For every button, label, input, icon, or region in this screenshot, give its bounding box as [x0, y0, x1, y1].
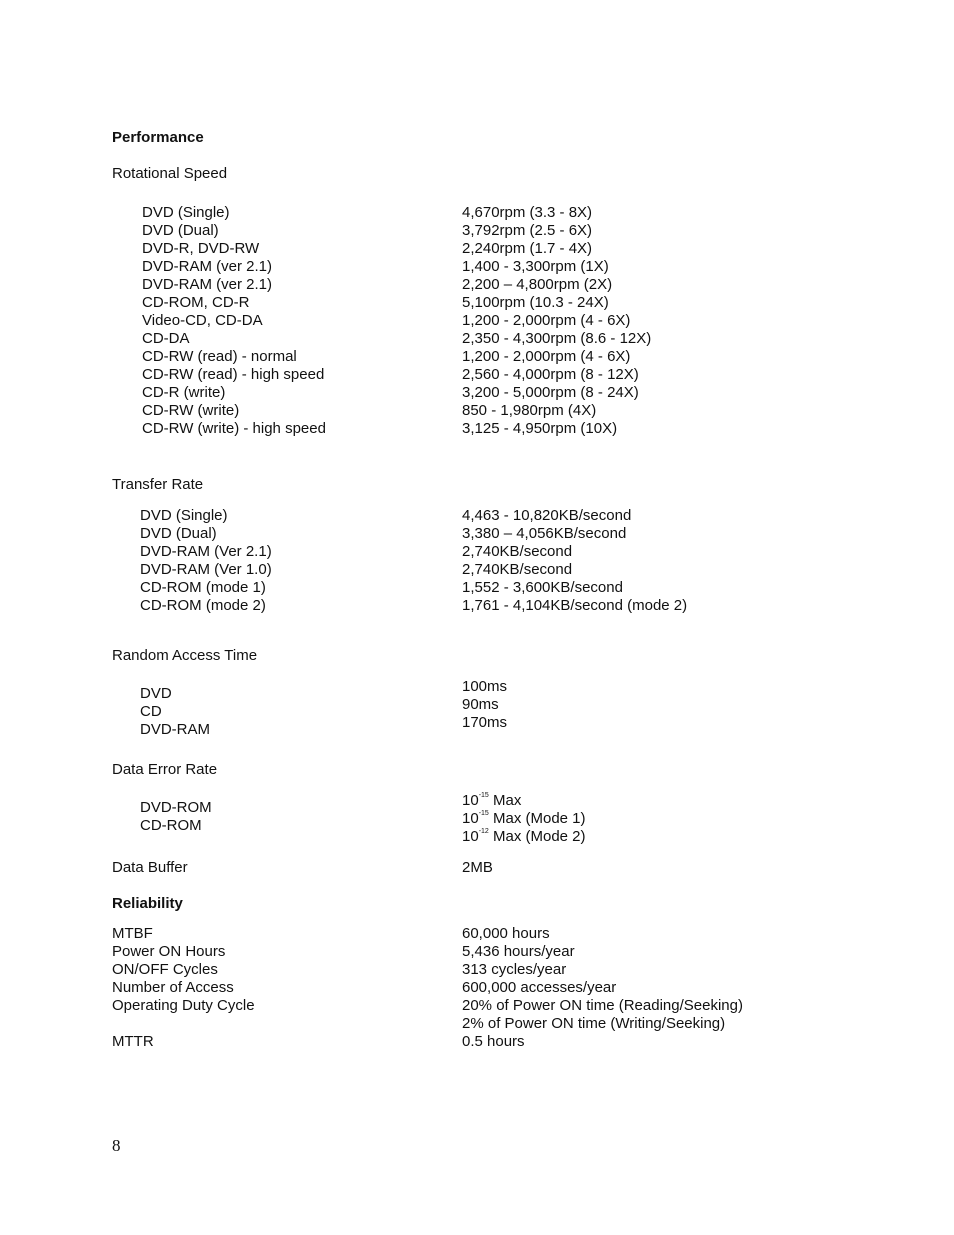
exponent: -12	[478, 828, 489, 835]
list-item-value: $10^{-15}$ Max	[462, 792, 522, 809]
list-item-value: 2,200 – 4,800rpm (2X)	[462, 276, 613, 293]
list-item: ON/OFF Cycles	[112, 961, 218, 978]
list-item: CD-ROM (mode 2)	[140, 597, 266, 614]
transfer-rate-values	[462, 507, 687, 615]
list-item-value: 5,436 hours/year	[462, 943, 575, 960]
data-buffer-value: 2MB	[462, 859, 493, 876]
reliability-labels	[112, 925, 255, 1051]
list-item: DVD-RAM	[140, 721, 210, 738]
list-item: Number of Access	[112, 979, 234, 996]
list-item-value: 1,200 - 2,000rpm (4 - 6X)	[462, 348, 631, 365]
list-item: CD-R (write)	[142, 384, 226, 401]
list-item-value: 2,350 - 4,300rpm (8.6 - 12X)	[462, 330, 652, 347]
random-access-time-labels	[140, 685, 210, 739]
list-item-value: 4,463 - 10,820KB/second	[462, 507, 632, 524]
rotational-speed-labels	[142, 204, 326, 438]
random-access-time-title: Random Access Time	[112, 647, 258, 664]
transfer-rate-labels	[140, 507, 272, 615]
list-item-value: 600,000 accesses/year	[462, 979, 617, 996]
list-item: Video-CD, CD-DA	[142, 312, 263, 329]
list-item: CD-ROM, CD-R	[142, 294, 250, 311]
page-number: 8	[112, 1136, 121, 1155]
list-item: DVD (Dual)	[140, 525, 217, 542]
list-item: CD-DA	[142, 330, 190, 347]
list-item-value: 2,240rpm (1.7 - 4X)	[462, 240, 593, 257]
list-item: CD-RW (write) - high speed	[142, 420, 326, 437]
exponent: -15	[478, 792, 489, 799]
list-item-value: 1,552 - 3,600KB/second	[462, 579, 623, 596]
list-item-value: 2,740KB/second	[462, 543, 573, 560]
list-item: CD-RW (read) - normal	[142, 348, 297, 365]
list-item: CD-RW (read) - high speed	[142, 366, 325, 383]
list-item: MTBF	[112, 925, 153, 942]
rotational-speed-values	[462, 204, 651, 438]
reliability-heading: Reliability	[112, 895, 183, 912]
list-item-value: 0.5 hours	[462, 1033, 525, 1050]
rotational-speed-title: Rotational Speed	[112, 165, 228, 182]
list-item: Operating Duty Cycle	[112, 997, 255, 1014]
list-item: DVD-RAM (Ver 2.1)	[140, 543, 272, 560]
list-item-value: 60,000 hours	[462, 925, 550, 942]
list-item-value: 850 - 1,980rpm (4X)	[462, 402, 597, 419]
list-item: MTTR	[112, 1033, 154, 1050]
list-item: DVD-R, DVD-RW	[142, 240, 260, 257]
list-item-value: 313 cycles/year	[462, 961, 567, 978]
performance-heading: Performance	[112, 129, 204, 146]
list-item: DVD (Single)	[140, 507, 228, 524]
list-item-value: $10^{-15}$ Max (Mode 1)	[462, 810, 586, 827]
list-item-value: 3,380 – 4,056KB/second	[462, 525, 627, 542]
list-item: Power ON Hours	[112, 943, 226, 960]
list-item-value: 1,200 - 2,000rpm (4 - 6X)	[462, 312, 631, 329]
reliability-values	[462, 925, 743, 1051]
list-item-value: 100ms	[462, 678, 508, 695]
data-buffer-label: Data Buffer	[112, 859, 188, 876]
list-item-value: 20% of Power ON time (Reading/Seeking)	[462, 997, 743, 1014]
list-item-value: 170ms	[462, 714, 508, 731]
list-item-value: 1,400 - 3,300rpm (1X)	[462, 258, 609, 275]
list-item: DVD	[140, 685, 172, 702]
list-item: DVD (Single)	[142, 204, 230, 221]
list-item-value: 1,761 - 4,104KB/second (mode 2)	[462, 597, 688, 614]
exponent: -15	[478, 810, 489, 817]
list-item-value: 5,100rpm (10.3 - 24X)	[462, 294, 609, 311]
list-item-spacer	[112, 1015, 255, 1033]
list-item: DVD-ROM	[140, 799, 212, 816]
list-item: DVD-RAM (Ver 1.0)	[140, 561, 272, 578]
transfer-rate-title: Transfer Rate	[112, 476, 204, 493]
list-item: DVD-RAM (ver 2.1)	[142, 276, 273, 293]
list-item-value: 3,200 - 5,000rpm (8 - 24X)	[462, 384, 639, 401]
data-error-rate-labels	[140, 799, 212, 835]
list-item: CD	[140, 703, 162, 720]
list-item-value: 2,560 - 4,000rpm (8 - 12X)	[462, 366, 639, 383]
list-item-value: 3,125 - 4,950rpm (10X)	[462, 420, 618, 437]
list-item: CD-RW (write)	[142, 402, 240, 419]
list-item-value: $10^{-12}$ Max (Mode 2)	[462, 828, 586, 845]
list-item-value: 3,792rpm (2.5 - 6X)	[462, 222, 593, 239]
list-item: DVD-RAM (ver 2.1)	[142, 258, 273, 275]
list-item: CD-ROM	[140, 817, 202, 834]
random-access-time-values	[462, 678, 507, 732]
list-item-value: 2% of Power ON time (Writing/Seeking)	[462, 1015, 726, 1032]
list-item-value: 4,670rpm (3.3 - 8X)	[462, 204, 593, 221]
list-item-value: 90ms	[462, 696, 499, 713]
list-item-value: 2,740KB/second	[462, 561, 573, 578]
list-item: CD-ROM (mode 1)	[140, 579, 266, 596]
data-error-rate-title: Data Error Rate	[112, 761, 218, 778]
list-item: DVD (Dual)	[142, 222, 219, 239]
data-error-rate-values	[462, 792, 586, 846]
